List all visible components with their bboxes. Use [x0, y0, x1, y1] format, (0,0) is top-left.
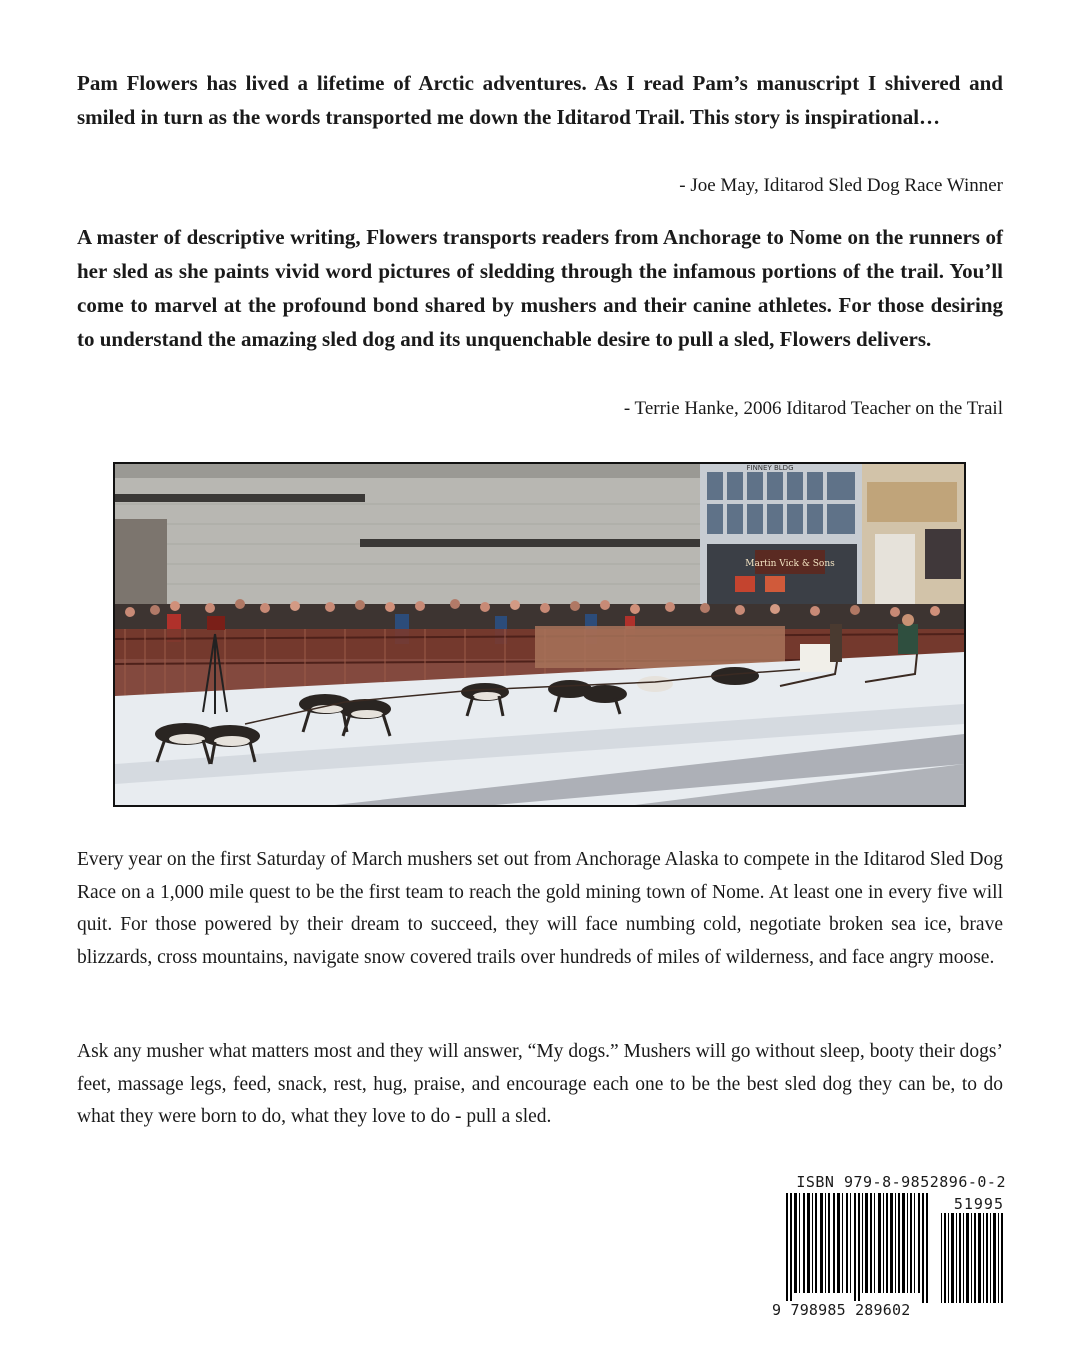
isbn-barcode	[770, 1173, 1006, 1323]
testimonial-quote-terrie-hanke: A master of descriptive writing, Flowers transports readers from Anchorage to Nome on the runners of her sled as she paints vivid word pictures of sledding through the infamous portions of the trail. You’ll come to marvel at the profound bond shared by mushers and their canine athletes. For those desiring to understand the amazing sled dog and its unquenchable desire to pull a sled, Flowers delivers.	[77, 225, 1003, 351]
ean-digits: 9 798985 289602	[772, 1301, 911, 1319]
price-code: 51995	[953, 1195, 1004, 1213]
isbn-number: ISBN 979-8-9852896-0-2	[796, 1173, 1006, 1191]
testimonial-attribution-joe-may: - Joe May, Iditarod Sled Dog Race Winner	[679, 175, 1003, 196]
testimonial-quote-joe-may: Pam Flowers has lived a lifetime of Arctic adventures. As I read Pam’s manuscript I shivered and smiled in turn as the words transported me down the Iditarod Trail. This story is inspirational…	[77, 71, 1003, 129]
building-sign-text: FINNEY BLDG	[746, 464, 794, 472]
shop-sign-text: Martin Vick & Sons	[745, 559, 835, 569]
description-paragraph-race: Every year on the first Saturday of March mushers set out from Anchorage Alaska to compete in the Iditarod Sled Dog Race on a 1,000 mile quest to be the first team to reach the gold mining town of Nome. At least one in every five will quit. For those powered by their dream to succeed, they will face numbing cold, negotiate broken sea ice, brave blizzards, cross mountains, navigate snow covered trails over hundreds of miles of wilderness, and face angry moose.	[77, 849, 1004, 968]
description-paragraph-dogs: Ask any musher what matters most and they will answer, “My dogs.” Mushers will go without sleep, booty their dogs’ feet, massage legs, feed, snack, rest, hug, praise, and encourage each one to be the best sled dog they can be, to do what they were born to do, what they love to do - pull a sled.	[77, 1041, 1003, 1127]
testimonial-attribution-terrie-hanke: - Terrie Hanke, 2006 Iditarod Teacher on the Trail	[623, 398, 1003, 419]
sled-dog-race-photo	[113, 462, 966, 807]
addon-barcode-bars	[940, 1213, 1004, 1303]
ean-barcode-bars	[784, 1193, 934, 1303]
